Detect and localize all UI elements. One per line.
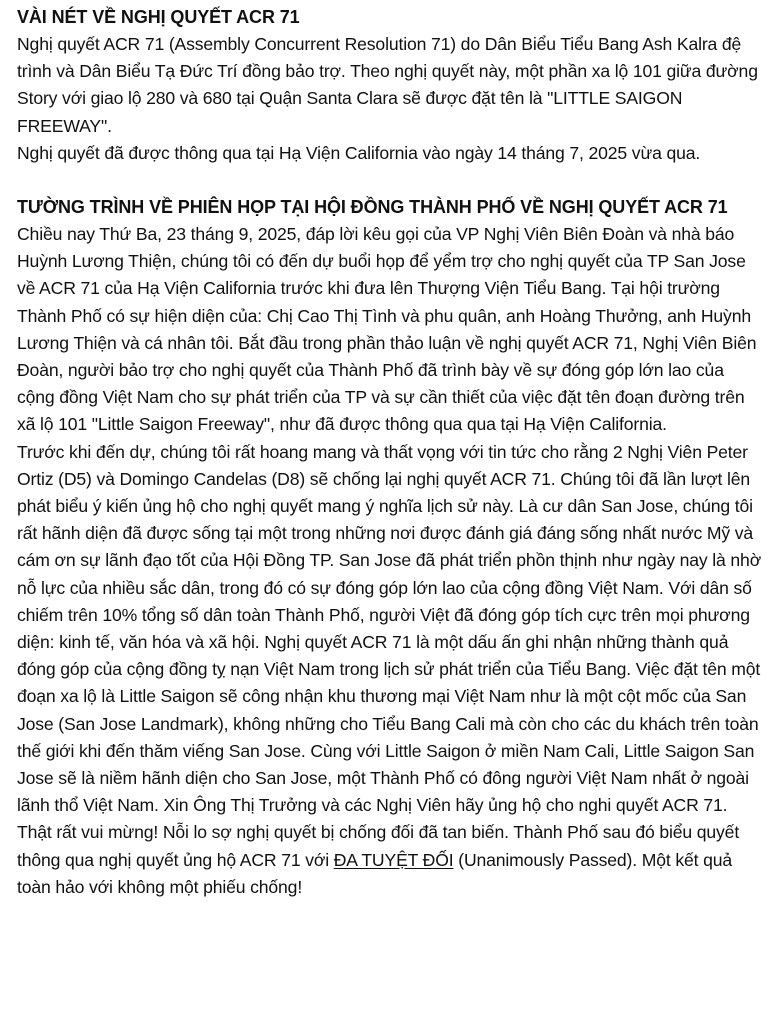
paragraph-vote-result [17,819,762,901]
vote-result-text-before: Thật rất vui mừng! Nỗi lo sợ nghị quyết bị chống đối đã tan biến. Thành Phố sau đó biểu quyết thông qua nghị quyết ủng hộ ACR 71 với [17,822,740,870]
vote-result-text-after: (Unanimously Passed). Một kết quả toàn hảo với không một phiếu chống! [17,849,732,897]
paragraph-resolution-summary: Nghị quyết ACR 71 (Assembly Concurrent Resolution 71) do Dân Biểu Tiểu Bang Ash Kalra đệ trình và Dân Biểu Tạ Đức Trí đồng bảo trợ. Theo nghị quyết này, một phần xa lộ 101 giữa đường Story với giao lộ 280 và 680 tại Quận Santa Clara sẽ được đặt tên là "LITTLE SAIGON FREEWAY". [17,34,758,136]
section-heading-report: TƯỜNG TRÌNH VỀ PHIÊN HỌP TẠI HỘI ĐỒNG THÀNH PHỐ VỀ NGHỊ QUYẾT ACR 71 [17,197,728,218]
paragraph-support-speech: Trước khi đến dự, chúng tôi rất hoang mang và thất vọng với tin tức cho rằng 2 Nghị Viên Peter Ortiz (D5) và Domingo Candelas (D8) sẽ chống lại nghị quyết ACR 71. Chúng tôi đã lần lượt lên phát biểu ý kiến ủng hộ cho nghị quyết mang ý nghĩa lịch sử này. Là cư dân San Jose, chúng tôi rất hãnh diện đã được sống tại một trong những nơi được đánh giá đáng sống nhất nước Mỹ và cám ơn sự lãnh đạo tốt của Hội Đồng TP. San Jose đã phát triển phồn thịnh như ngày nay là nhờ nỗ lực của nhiều sắc dân, trong đó có sự đóng góp lớn lao của cộng đồng Việt Nam. Với dân số chiếm trên 10% tổng số dân toàn Thành Phố, người Việt đã đóng góp tích cực trên mọi phương diện: kinh tế, văn hóa và xã hội. Nghị quyết ACR 71 là một dấu ấn ghi nhận những thành quả đóng góp của cộng đồng tỵ nạn Việt Nam trong lịch sử phát triển của Tiểu Bang. Việc đặt tên một đoạn xa lộ là Little Saigon sẽ công nhận khu thương mại Việt Nam như là một cột mốc của San Jose (San Jose Landmark), không những cho Tiểu Bang Cali mà còn cho các du khách trên toàn thế giới khi đến thăm viếng San Jose. Cùng với Little Saigon ở miền Nam Cali, Little Saigon San Jose sẽ là niềm hãnh diện cho San Jose, một Thành Phố có đông người Việt Nam nhất ở ngoài lãnh thổ Việt Nam. Xin Ông Thị Trưởng và các Nghị Viên hãy ủng hộ cho nghi quyết ACR 71. [17,441,762,816]
paragraph-resolution-passed: Nghị quyết đã được thông qua tại Hạ Viện California vào ngày 14 tháng 7, 2025 vừa qua. [17,142,701,163]
section-heading-about: VÀI NÉT VỀ NGHỊ QUYẾT ACR 71 [17,7,300,27]
vote-result-underlined: ĐA TUYỆT ĐỐI [333,849,454,870]
paragraph-meeting-attendance: Chiều nay Thứ Ba, 23 tháng 9, 2025, đáp lời kêu gọi của VP Nghị Viên Biên Đoàn và nhà báo Huỳnh Lương Thiện, chúng tôi có đến dự buổi họp để yểm trợ cho nghị quyết của TP San Jose về ACR 71 của Hạ Viện California trước khi đưa lên Thượng Viện Tiểu Bang. Tại hội trường Thành Phố có sự hiện diện của: Chị Cao Thị Tình và phu quân, anh Hoàng Thưởng, anh Huỳnh Lương Thiện và cá nhân tôi. Bắt đầu trong phần thảo luận về nghị quyết ACR 71, Nghị Viên Biên Đoàn, người bảo trợ cho nghị quyết của Thành Phố đã trình bày về sự đóng góp lớn lao của cộng đồng Việt Nam cho sự phát triển của TP và sự cần thiết của việc đặt tên đoạn đường trên xã lộ 101 "Little Saigon Freeway", như đã được thông qua qua tại Hạ Viện California. [17,224,757,435]
section-council-report [17,194,762,901]
section-about-resolution [17,4,762,167]
